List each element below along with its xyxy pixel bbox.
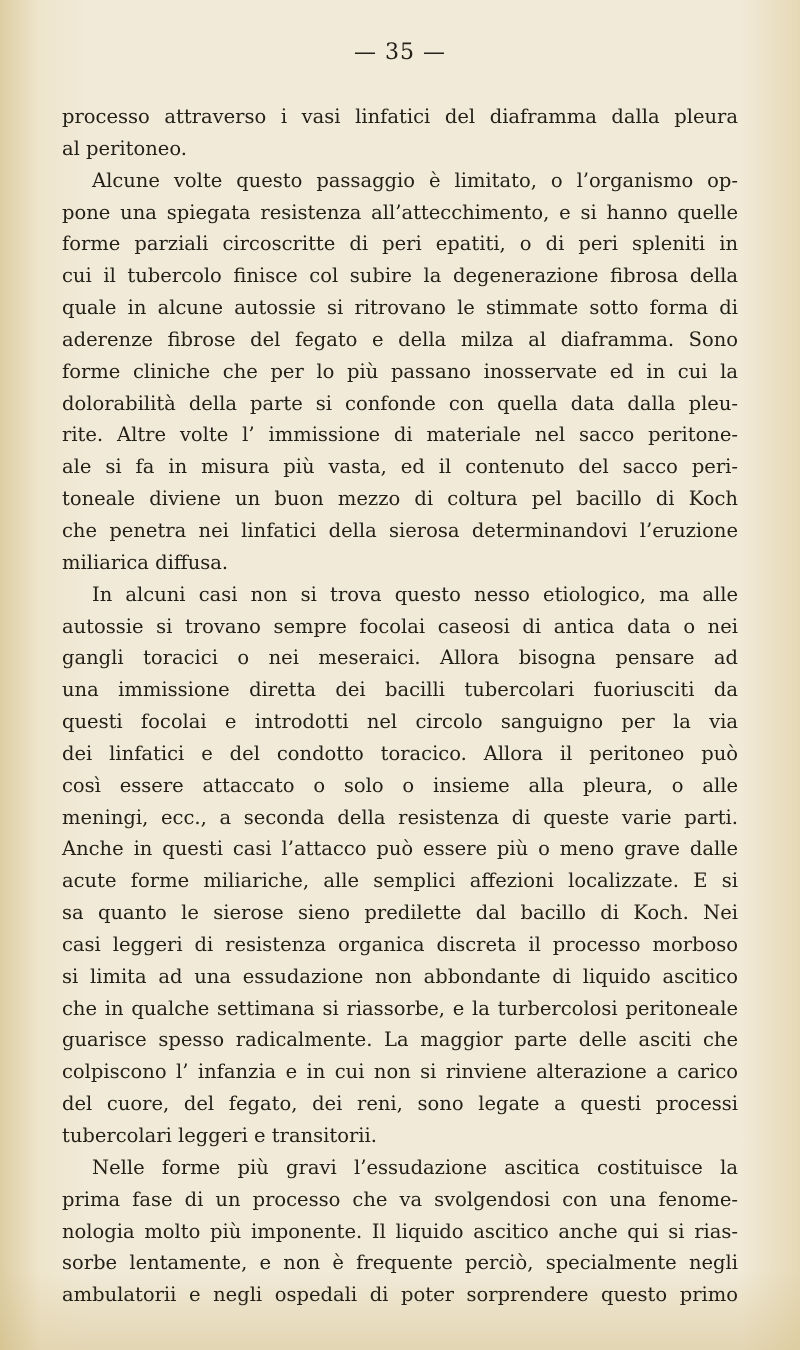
- text-line: che penetra nei linfatici della sierosa determinandovi l’eruzione: [62, 518, 738, 542]
- text-line: casi leggeri di resistenza organica discreta il processo morboso: [62, 932, 738, 956]
- text-line: processo attraverso i vasi linfatici del diaframma dalla pleura: [62, 105, 738, 128]
- text-line: miliarica diffusa.: [62, 550, 229, 574]
- text-line: colpiscono l’ infanzia e in cui non si rinviene alterazione a carico: [62, 1060, 738, 1084]
- text-line: acute forme miliariche, alle semplici affezioni localizzate. E si: [62, 869, 738, 893]
- text-line: tubercolari leggeri e transitorii.: [62, 1124, 377, 1147]
- text-line: In alcuni casi non si trova questo nesso etiologico, ma alle: [92, 582, 738, 606]
- text-line: Anche in questi casi l’attacco può essere più o meno grave dalle: [62, 837, 738, 861]
- text-line: che in qualche settimana si riassorbe, e la turbercolosi peritoneale: [62, 996, 738, 1020]
- text-line: ambulatorii e negli ospedali di poter sorprendere questo primo: [62, 1283, 738, 1307]
- text-line: dolorabilità della parte si confonde con quella data dalla pleu-: [62, 391, 738, 415]
- text-line: cui il tubercolo finisce col subire la degenerazione fibrosa della: [62, 264, 738, 288]
- text-line: una immissione diretta dei bacilli tubercolari fuoriusciti da: [62, 678, 738, 702]
- text-line: pone una spiegata resistenza all’attecchimento, e si hanno quelle: [62, 200, 738, 224]
- text-line: così essere attaccato o solo o insieme alla pleura, o alle: [62, 773, 738, 797]
- text-line: rite. Altre volte l’ immissione di materiale nel sacco peritone-: [62, 423, 738, 447]
- text-line: si limita ad una essudazione non abbondante di liquido ascitico: [62, 964, 738, 988]
- text-line: questi focolai e introdotti nel circolo sanguigno per la via: [62, 710, 738, 734]
- text-line: quale in alcune autossie si ritrovano le stimmate sotto forma di: [62, 296, 738, 320]
- text-line: al peritoneo.: [62, 136, 187, 160]
- text-line: gangli toracici o nei meseraici. Allora bisogna pensare ad: [62, 646, 738, 670]
- text-line: forme parziali circoscritte di peri epatiti, o di peri spleniti in: [62, 232, 738, 256]
- text-line: Alcune volte questo passaggio è limitato, o l’organismo op-: [92, 168, 738, 192]
- text-line: autossie si trovano sempre focolai caseosi di antica data o nei: [62, 614, 738, 638]
- text-line: meningi, ecc., a seconda della resistenza di queste varie parti.: [62, 805, 738, 829]
- text-line: toneale diviene un buon mezzo di coltura pel bacillo di Koch: [62, 487, 738, 511]
- text-line: forme cliniche che per lo più passano inosservate ed in cui la: [62, 359, 738, 383]
- text-line: del cuore, del fegato, dei reni, sono legate a questi processi: [62, 1092, 738, 1116]
- text-line: guarisce spesso radicalmente. La maggior parte delle asciti che: [62, 1028, 738, 1052]
- text-line: ale si fa in misura più vasta, ed il contenuto del sacco peri-: [62, 455, 738, 479]
- text-line: aderenze fibrose del fegato e della milza al diaframma. Sono: [62, 327, 738, 351]
- body-text: [62, 101, 738, 1311]
- text-line: sa quanto le sierose sieno predilette dal bacillo di Koch. Nei: [62, 901, 738, 925]
- text-line: sorbe lentamente, e non è frequente perciò, specialmente negli: [62, 1251, 738, 1275]
- text-line: nologia molto più imponente. Il liquido ascitico anche qui si rias-: [62, 1219, 738, 1243]
- text-line: prima fase di un processo che va svolgendosi con una fenome-: [62, 1187, 738, 1211]
- page-number: — 35 —: [354, 40, 446, 65]
- text-line: dei linfatici e del condotto toracico. Allora il peritoneo può: [62, 741, 738, 765]
- text-line: Nelle forme più gravi l’essudazione ascitica costituisce la: [92, 1155, 738, 1179]
